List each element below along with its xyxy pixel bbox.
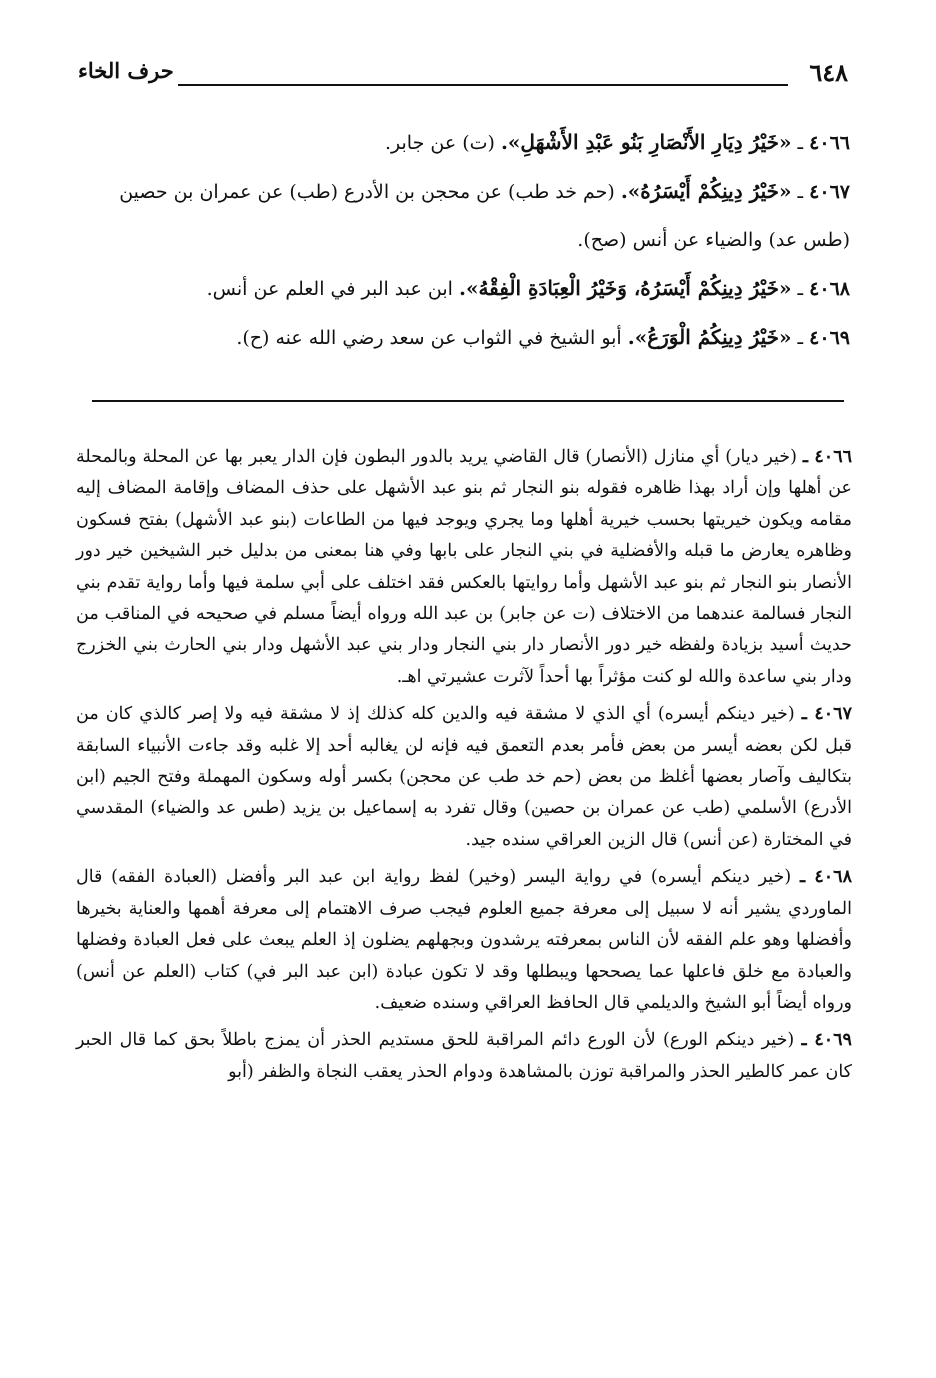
commentary-paragraph	[76, 442, 852, 693]
hadith-number: ٤٠٦٨	[809, 278, 850, 300]
page-number: ٦٤٨	[809, 58, 848, 87]
hadith-number: ٤٠٦٩	[809, 327, 850, 349]
commentary-text: (خير دينكم أيسره) أي الذي لا مشقة فيه والدين كله كذلك إذ لا مشقة فيه ولا إصر كالذي كان من قبل لكن بعضه أيسر من بعض فأمر بعدم التعمق فيه فإنه لن يغالبه أحد إلا غلبه وقد جاءت الأنبياء السابقة بتكاليف وآصار بعضها أغلظ من بعض (حم خد طب عن محجن) بكسر أوله وسكون المهملة وفتح الجيم (ابن الأدرع) الأسلمي (طب عن عمران بن حصين) وقال تفرد به إسماعيل بن يزيد (طس عد والضياء) المقدسي في المختارة (عن أنس) قال الزين العراقي سنده جيد.	[76, 704, 852, 850]
hadith-text: «خَيْرُ دِينِكُمْ أَيْسَرُهُ».	[620, 179, 792, 203]
hadith-source: (حم خد طب) عن محجن بن الأدرع (طب) عن عمران بن حصين (طس عد) والضياء عن أنس (صح).	[119, 181, 850, 251]
hadith-source: ابن عبد البر في العلم عن أنس.	[206, 278, 453, 300]
hadith-number: ٤٠٦٧	[809, 181, 850, 203]
running-header	[78, 58, 848, 98]
section-divider	[92, 400, 844, 402]
commentary-text: (خير ديار) أي منازل (الأنصار) قال القاضي يريد بالدور البطون فإن الدار يعبر بها عن المحلة وبالمحلة عن أهلها وإن أراد بهذا ظاهره فقوله بنو النجار ثم بنو عبد الأشهل على حذف المضاف وإقامة المضاف إليه مقامه ويكون خيريتها بحسب خيرية أهلها وما يجري ويوجد فيها من الطاعات (بنو عبد الأشهل) بفتح فسكون وظاهره يعارض ما قبله والأفضلية في بني النجار على بابها وفي هنا بمعنى من بدليل خبر الشيخين خير دور الأنصار بنو النجار ثم بنو عبد الأشهل وأما روايتها بالعكس فقد اختلف على أبي سلمة فيها وأما رواية تقدم بني النجار فسالمة عندهما من الاختلاف (ت عن جابر) بن عبد الله ورواه أيضاً مسلم في صحيحه في المناقب من حديث أسيد بزيادة ولفظه خير دور الأنصار دار بني النجار ودار بني عبد الأشهل ودار بني الحارث بني الخزرج ودار بني ساعدة والله لو كنت مؤثراً بها أحداً لآثرت عشيرتي اهـ.	[76, 447, 853, 687]
commentary-text: (خير دينكم الورع) لأن الورع دائم المراقبة للحق مستديم الحذر أن يمزج باطلاً بحق كما قال الحبر كان عمر كالطير الحذر والمراقبة توزن بالمشاهدة ودوام الحذر يعقب النجاة والظفر (أبو	[76, 1030, 852, 1082]
hadith-entry: ٤٠٦٧ ـ «خَيْرُ دِينِكُمْ أَيْسَرُهُ». (حم خد طب) عن محجن بن الأدرع (طب) عن عمران بن حصين (طس عد) والضياء عن أنس (صح).	[119, 179, 850, 251]
hadith-entry: ٤٠٦٨ ـ «خَيْرُ دِينِكُمْ أَيْسَرُهُ، وَخَيْرُ الْعِبَادَةِ الْفِقْهُ». ابن عبد البر في العلم عن أنس.	[206, 276, 850, 300]
hadith-entry: ٤٠٦٦ ـ «خَيْرُ دِيَارِ الأَنْصَارِ بَنُو عَبْدِ الأَشْهَلِ». (ت) عن جابر.	[384, 130, 850, 154]
commentary-number: ٤٠٦٨ ـ	[799, 867, 852, 888]
commentary-number: ٤٠٦٦ ـ	[802, 447, 852, 467]
commentary-paragraph	[76, 862, 852, 1019]
commentary-number: ٤٠٦٩ ـ	[801, 1030, 852, 1051]
chapter-title: حرف الخاء	[78, 58, 174, 83]
hadith-entry: ٤٠٦٩ ـ «خَيْرُ دِينِكُمُ الْوَرَعُ». أبو الشيخ في الثواب عن سعد رضي الله عنه (ح).	[236, 325, 850, 349]
hadith-text: «خَيْرُ دِيَارِ الأَنْصَارِ بَنُو عَبْدِ الأَشْهَلِ».	[500, 130, 792, 154]
hadith-text: «خَيْرُ دِينِكُمُ الْوَرَعُ».	[627, 325, 792, 349]
commentary-paragraph	[76, 699, 852, 856]
commentary-text: (خير دينكم أيسره) في رواية اليسر (وخير) لفظ رواية ابن عبد البر وأفضل (العبادة الفقه) قال الماوردي يشير أنه لا سبيل إلى معرفة جميع العلوم فيجب صرف الاهتمام إلى معرفة أهمها والعناية بخيرها وأفضلها وهو علم الفقه لأن الناس بمعرفته يرشدون وبجهلهم يضلون إذ العلم يبعث على فعل العبادة وفضلها والعبادة مع خلق فاعلها عما يصححها ويبطلها وقد لا تكون عبادة (ابن عبد البر في) كتاب (العلم عن أنس) ورواه أيضاً أبو الشيخ والديلمي قال الحافظ العراقي وسنده ضعيف.	[76, 867, 852, 1013]
commentary-section	[76, 442, 852, 1094]
hadith-source: أبو الشيخ في الثواب عن سعد رضي الله عنه (ح).	[236, 327, 622, 349]
hadith-number: ٤٠٦٦	[809, 132, 850, 154]
hadith-source: (ت) عن جابر.	[384, 132, 495, 154]
hadith-entries	[80, 118, 850, 362]
commentary-number: ٤٠٦٧ ـ	[801, 704, 852, 725]
header-rule	[178, 84, 788, 86]
hadith-text: «خَيْرُ دِينِكُمْ أَيْسَرُهُ، وَخَيْرُ الْعِبَادَةِ الْفِقْهُ».	[458, 276, 792, 300]
commentary-paragraph	[76, 1025, 852, 1088]
